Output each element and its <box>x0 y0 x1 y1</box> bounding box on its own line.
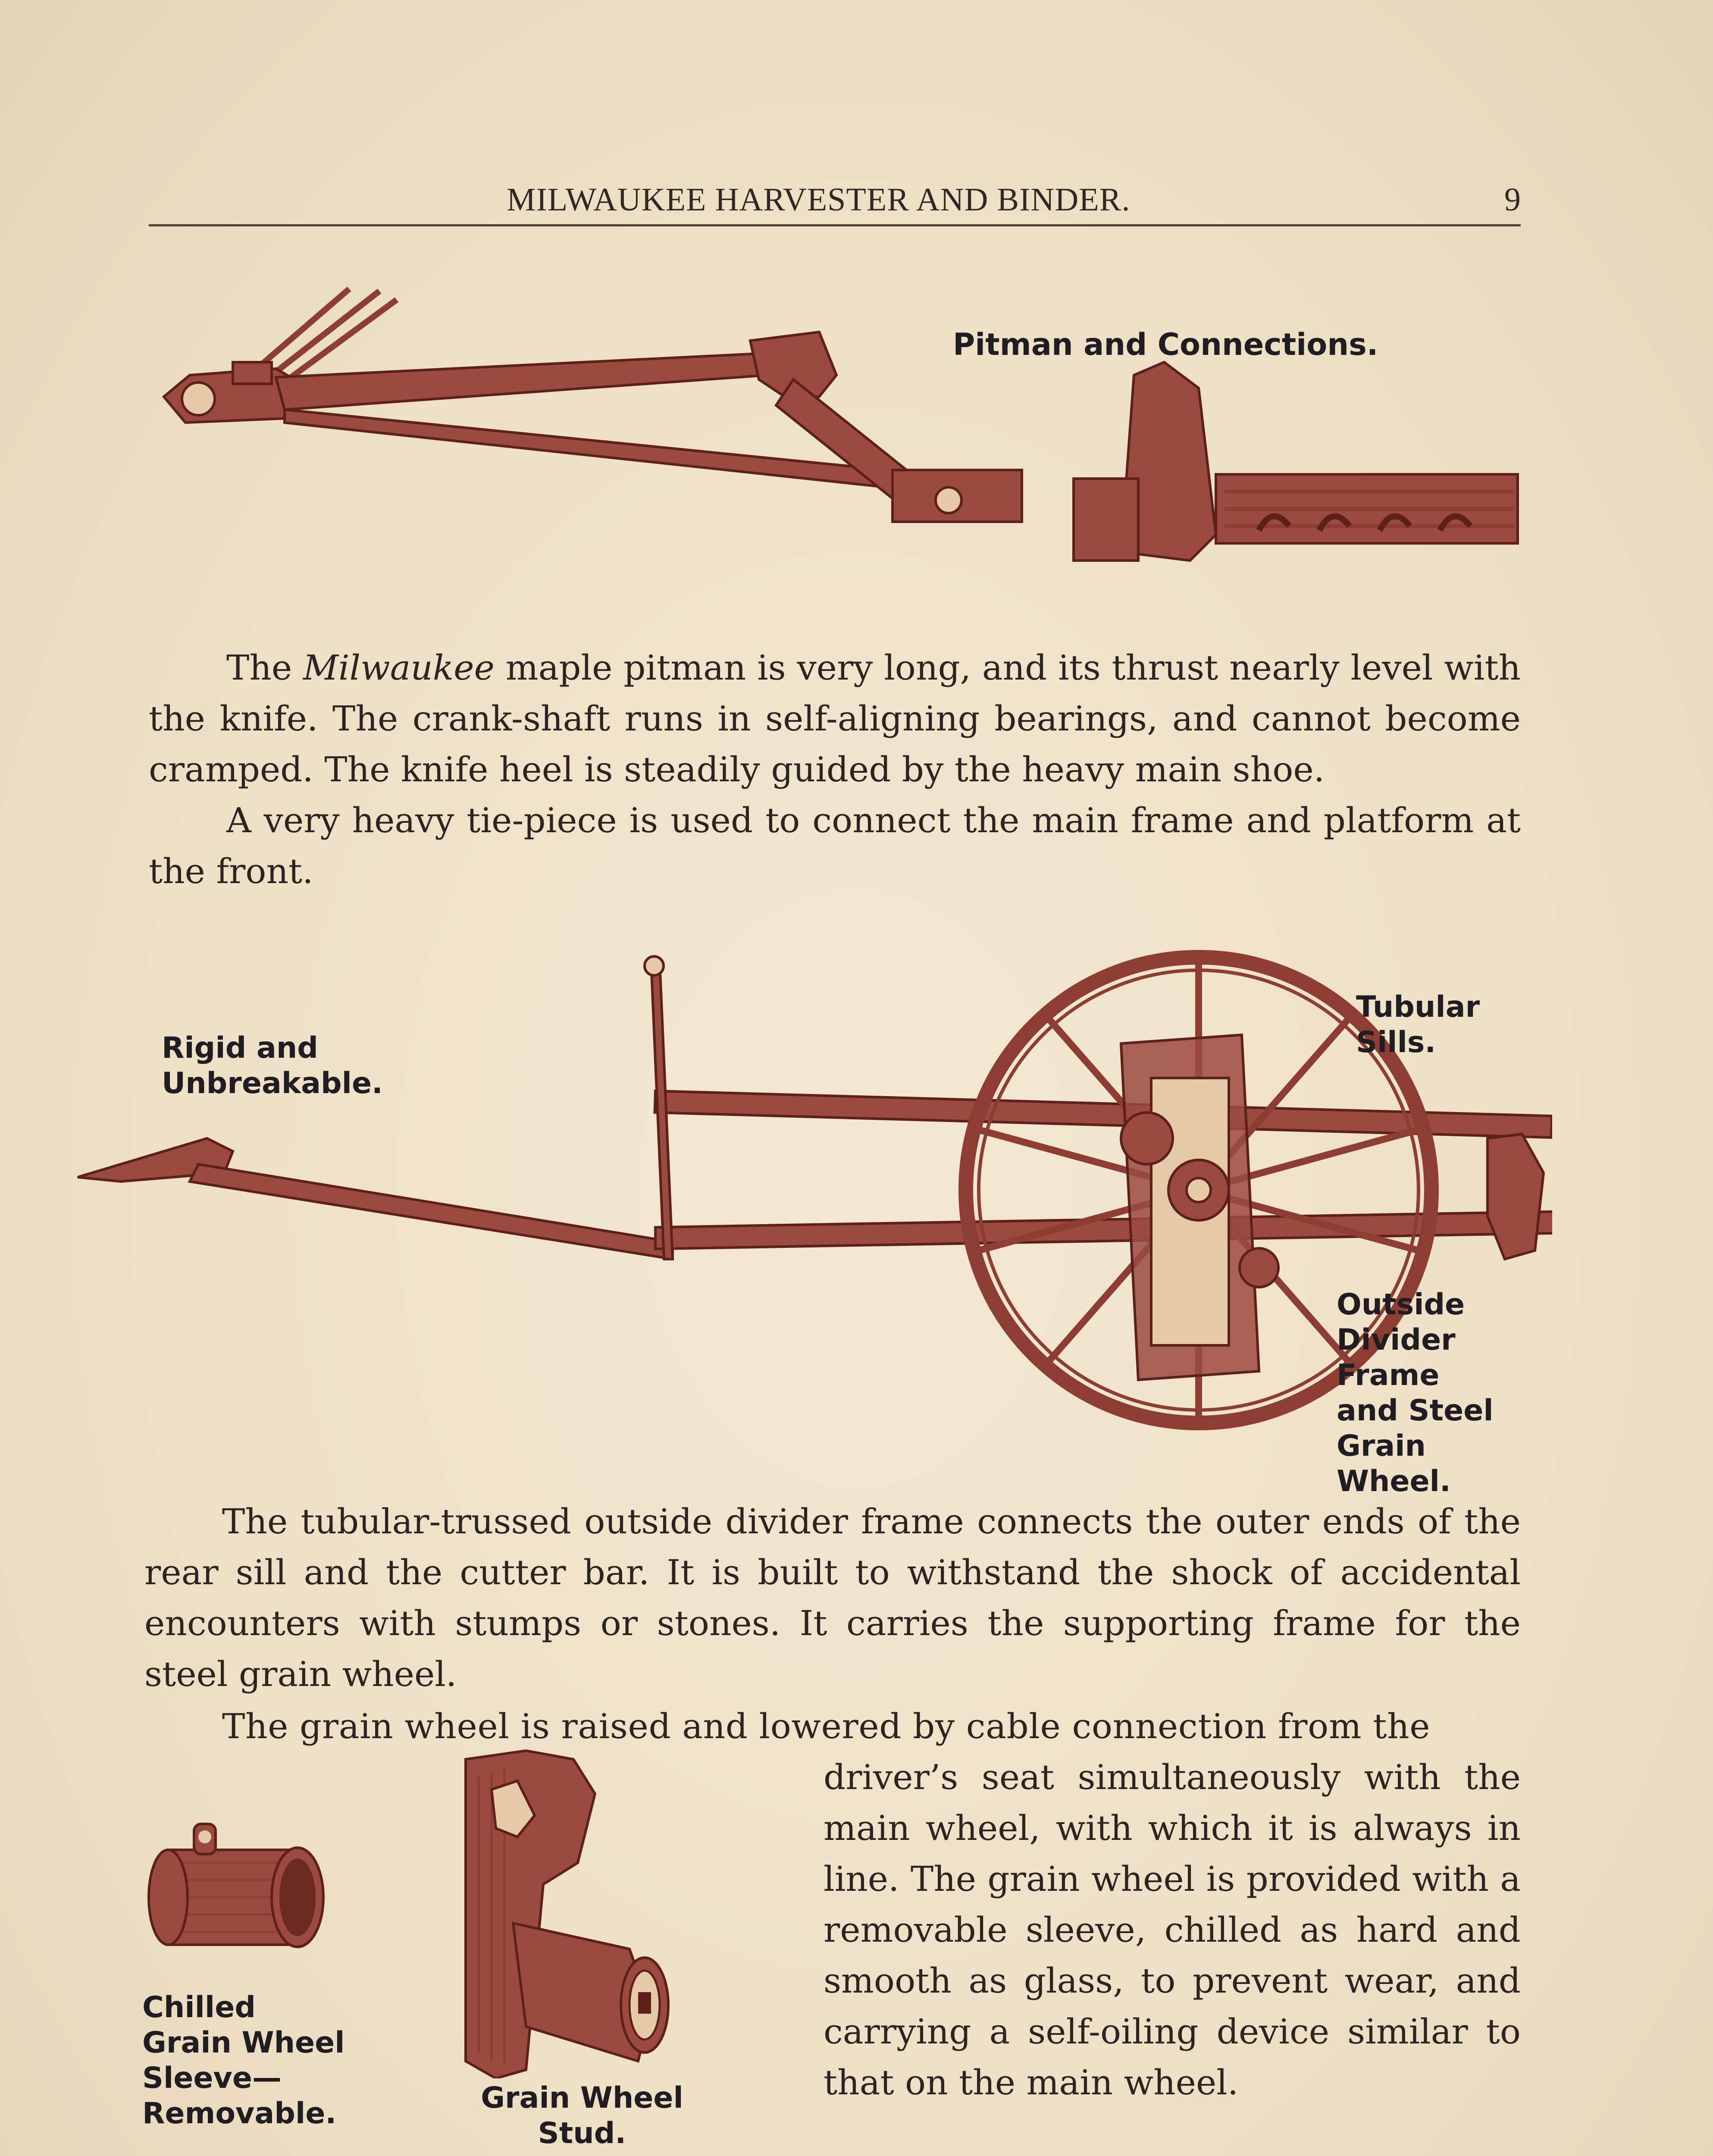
header-title: MILWAUKEE HARVESTER AND BINDER. <box>507 182 1131 218</box>
paragraph-divider-frame: The tubular-trussed outside divider frame connects the outer ends of the rear sill and the cutter bar. It is built to withstand the shock of accidental encounters with stumps or stones. It carries the supporting frame for the steel grain wheel. <box>144 1501 1521 1694</box>
running-header <box>149 172 1521 226</box>
stud-illustration <box>448 1742 690 2078</box>
divider-frame-caption: Outside Divider Frame and Steel Grain Wheel. <box>1337 1288 1494 1498</box>
sleeve-illustration <box>142 1807 328 1962</box>
divider-frame-illustration <box>69 949 1552 1445</box>
page-number: 9 <box>1504 182 1521 218</box>
paragraph-block-2 <box>144 1496 1521 1700</box>
paragraph-block-1 <box>149 642 1521 897</box>
paragraph-tie-piece: A very heavy tie-piece is used to connect the main frame and platform at the front. <box>149 800 1521 891</box>
brand-name: Milwaukee <box>303 648 495 688</box>
sleeve-caption: Chilled Grain Wheel Sleeve— Removable. <box>142 1990 345 2131</box>
pitman-illustration <box>147 267 1526 578</box>
paragraph-grain-wheel-rest: driver’s seat simultaneously with the main wheel, with which it is always in line. The grain wheel is provided with a removable sleeve, chilled as hard and smooth as glass, to prevent wear, and carrying a self-oiling device similar to that on the main wheel. <box>824 1757 1521 2103</box>
paragraph-pitman: The Milwaukee maple pitman is very long, and its thrust nearly level with the knife. The crank-shaft runs in self-aligning bearings, and cannot become cramped. The knife heel is steadily guided by the heavy main shoe. <box>149 648 1521 790</box>
rigid-caption: Rigid and Unbreakable. <box>162 1031 383 1100</box>
tubular-sills-caption: Tubular Sills. <box>1356 990 1480 1059</box>
stud-caption: Grain Wheel Stud. <box>481 2081 683 2150</box>
pitman-caption: Pitman and Connections. <box>953 327 1378 362</box>
paragraph-grain-wheel-first-line: The grain wheel is raised and lowered by cable connection from the <box>222 1706 1431 1746</box>
